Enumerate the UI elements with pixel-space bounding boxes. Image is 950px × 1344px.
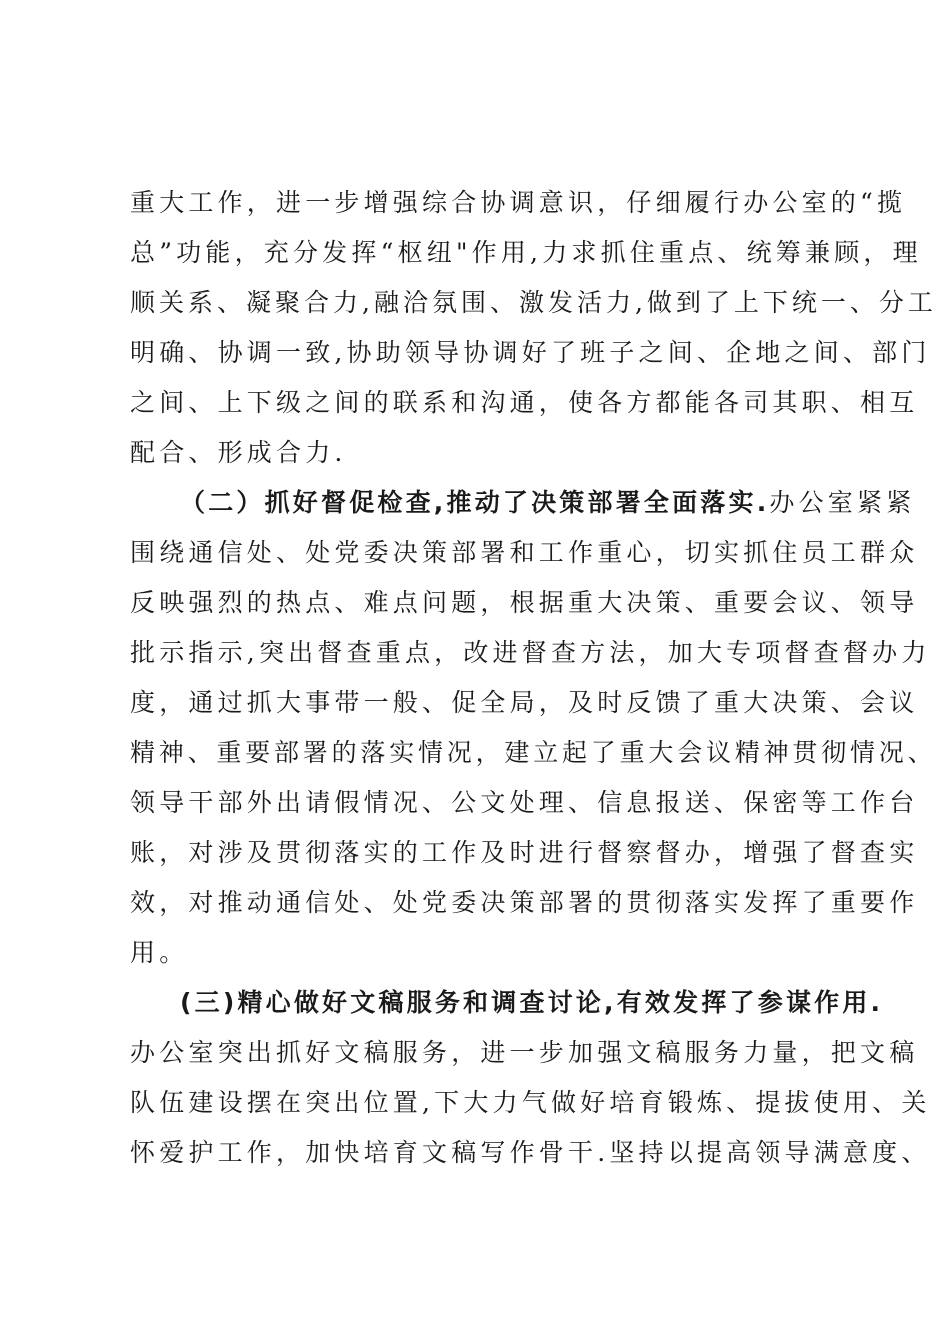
paragraph-1-line-2: 总”功能，充分发挥“枢纽"作用,力求抓住重点、统筹兼顾，理: [130, 238, 922, 267]
paragraph-2-line-5: 精神、重要部署的落实情况，建立起了重大会议精神贯彻情况、: [130, 738, 937, 767]
paragraph-1-line-4: 明确、协调一致,协助领导协调好了班子之间、企地之间、部门: [130, 338, 931, 367]
paragraph-2-line-1: 围绕通信处、处党委决策部署和工作重心，切实抓住员工群众: [130, 538, 919, 567]
paragraph-3-line-3: 怀爱护工作，加快培育文稿写作骨干.坚持以提高领导满意度、: [130, 1138, 931, 1167]
paragraph-2-first-line: [180, 488, 915, 518]
paragraph-2-line-8: 效，对推动通信处、处党委决策部署的贯彻落实发挥了重要作: [130, 888, 919, 917]
paragraph-1-line-6: 配合、形成合力.: [130, 438, 347, 467]
paragraph-2-line-9: 用。: [130, 938, 189, 967]
paragraph-1-line-1: 重大工作，进一步增强综合协调意识，仔细履行办公室的“揽: [130, 188, 907, 217]
paragraph-3-line-2: 队伍建设摆在突出位置,下大力气做好培育锻炼、提拔使用、关: [130, 1088, 931, 1117]
paragraph-1-line-3: 顺关系、凝聚合力,融洽氛围、激发活力,做到了上下统一、分工: [130, 288, 937, 317]
paragraph-3-heading: (三)精心做好文稿服务和调查讨论,有效发挥了参谋作用.: [180, 988, 884, 1017]
paragraph-2-line-6: 领导干部外出请假情况、公文处理、信息报送、保密等工作台: [130, 788, 919, 817]
paragraph-3-line-1: 办公室突出抓好文稿服务，进一步加强文稿服务力量，把文稿: [130, 1038, 919, 1067]
paragraph-1-line-5: 之间、上下级之间的联系和沟通，使各方都能各司其职、相互: [130, 388, 919, 417]
paragraph-2-line-3: 批示指示,突出督查重点，改进督查方法，加大专项督查督办力: [130, 638, 931, 667]
paragraph-2-heading: （二）抓好督促检查,推动了决策部署全面落实.: [180, 488, 770, 517]
paragraph-2-first-line-rest: 办公室紧紧: [769, 488, 916, 517]
paragraph-2-line-4: 度，通过抓大事带一般、促全局，及时反馈了重大决策、会议: [130, 688, 919, 717]
paragraph-2-line-2: 反映强烈的热点、难点问题，根据重大决策、重要会议、领导: [130, 588, 919, 617]
paragraph-3-heading-line: [180, 988, 883, 1018]
paragraph-2-line-7: 账，对涉及贯彻落实的工作及时进行督察督办，增强了督查实: [130, 838, 919, 867]
